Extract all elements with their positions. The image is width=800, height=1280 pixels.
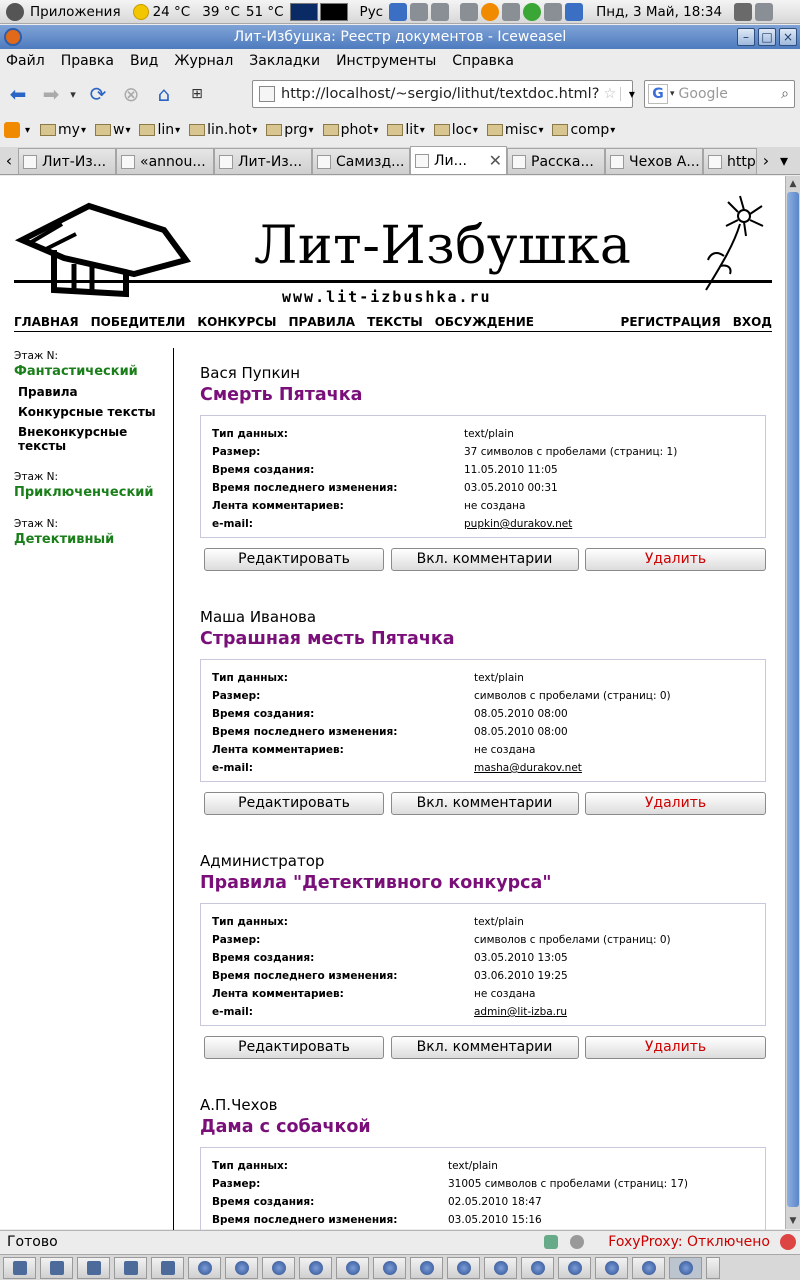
tab-title: Лит-Из... [238,153,303,170]
browser-icon [531,1261,545,1275]
tab[interactable] [214,148,312,174]
browser-icon [679,1261,693,1275]
scroll-down-icon[interactable]: ▼ [789,1216,797,1226]
weather-temp: 24 °C [152,3,191,20]
doc-title[interactable]: Правила "Детективного конкурса" [200,873,552,893]
url-input[interactable]: http://localhost/~sergio/lithut/textdoc.html? [281,86,600,102]
meta-value: не создана [464,500,526,512]
meta-key: Тип данных: [212,916,288,928]
search-bar[interactable] [644,80,795,108]
meta-value: символов с пробелами (страниц: 0) [474,934,671,946]
iceweasel-icon [4,28,22,46]
meta-key: Тип данных: [212,428,288,440]
browser-icon [642,1261,656,1275]
menu-history[interactable]: Журнал [174,53,234,69]
meta-key: Лента комментариев: [212,988,344,1000]
logo-url: www.lit-izbushka.ru [282,288,492,306]
meta-value: не создана [474,988,536,1000]
browser-icon [420,1261,434,1275]
nav-register[interactable]: РЕГИСТРАЦИЯ [620,315,721,329]
logo-title: Лит-Избушка [254,216,632,276]
taskbar-window-button[interactable] [447,1257,480,1279]
tab-title: Ли... [434,152,467,169]
tab-title: http [727,153,756,170]
tab[interactable] [703,148,757,174]
meta-row-email [212,759,754,777]
tab-title: Чехов А... [629,153,700,170]
cpu-temp: 39 °C [202,3,240,20]
meta-key: Тип данных: [212,1160,288,1172]
tab[interactable] [507,148,605,174]
enable-comments-button[interactable]: Вкл. комментарии [391,792,579,815]
meta-row-created [212,705,754,723]
meta-key: Размер: [212,934,261,946]
folder-icon [189,124,205,136]
page-favicon-icon [259,86,275,102]
meta-row-type [212,913,754,931]
folder-icon [40,124,56,136]
net-monitor-icon [320,3,348,21]
bookmark-label: prg [284,122,308,138]
menu-help[interactable]: Справка [452,53,514,69]
email-link[interactable]: admin@lit-izba.ru [474,1006,567,1018]
tab-scroll-right-icon[interactable]: › [762,151,770,170]
meta-row-modified [212,479,754,497]
chevron-down-icon[interactable]: ▾ [25,124,31,136]
doc-meta-table [200,903,766,1026]
minimize-button[interactable]: – [737,28,755,46]
meta-key: Размер: [212,446,261,458]
meta-key: Лента комментариев: [212,744,344,756]
proxy-toggle-icon[interactable]: ⊞ [191,86,203,102]
bookmark-folder-w[interactable]: w ▾ [95,122,130,138]
edit-button[interactable]: Редактировать [204,548,384,571]
folder-icon [387,124,403,136]
tab-favicon-icon [23,155,37,169]
taskbar-window-button[interactable] [151,1257,184,1279]
meta-row-created [212,949,754,967]
meta-value: 08.05.2010 08:00 [474,726,568,738]
site-navigation [14,312,772,332]
taskbar-window-button[interactable] [484,1257,517,1279]
meta-row-feed [212,985,754,1003]
engine-dropdown-icon[interactable]: ▾ [670,89,675,99]
floor-block [14,518,169,547]
meta-row-feed [212,497,754,515]
folder-icon [139,124,155,136]
taskbar-window-button[interactable] [77,1257,110,1279]
nav-divider [14,331,772,332]
bookmarks-toolbar [0,118,800,142]
meta-row-modified [212,1211,754,1229]
meta-value: 03.05.2010 15:16 [448,1214,542,1226]
nav-discussion[interactable]: ОБСУЖДЕНИЕ [434,315,534,329]
meta-key: Время создания: [212,1196,315,1208]
bookmark-label: misc [504,122,538,138]
foxyproxy-status[interactable]: FoxyProxy: Отключено [608,1233,770,1250]
bookmark-label: lin [157,122,175,138]
meta-key: Время последнего изменения: [212,970,398,982]
doc-meta-table [200,1147,766,1234]
terminal-icon [50,1261,64,1275]
meta-row-type [212,1157,754,1175]
user-icon[interactable] [755,3,773,21]
nav-rules[interactable]: ПРАВИЛА [288,315,356,329]
edit-button[interactable]: Редактировать [204,792,384,815]
doc-author: Вася Пупкин [200,364,301,382]
floor-label: Этаж N: [14,350,59,362]
close-button[interactable]: × [779,28,797,46]
taskbar-window-button-active[interactable] [669,1257,702,1279]
folder-icon [552,124,568,136]
taskbar [0,1254,800,1280]
home-icon[interactable]: ⌂ [157,82,171,106]
url-bar[interactable] [252,80,633,108]
delete-button[interactable]: Удалить [585,1036,766,1059]
back-icon[interactable]: ⬅ [9,82,27,106]
sidebar-item-rules[interactable]: Правила [18,385,78,399]
folder-icon [266,124,282,136]
weather-sun-icon [133,4,149,20]
taskbar-window-button[interactable] [595,1257,628,1279]
browser-icon [494,1261,508,1275]
meta-key: Размер: [212,690,261,702]
meta-value: 11.05.2010 11:05 [464,464,558,476]
meta-key: e-mail: [212,518,253,530]
menu-edit[interactable]: Правка [60,53,114,69]
browser-icon [605,1261,619,1275]
tab-favicon-icon [121,155,135,169]
bookmark-label: phot [340,122,373,138]
editor-icon [87,1261,101,1275]
meta-row-created [212,461,754,479]
doc-title[interactable]: Страшная месть Пятачка [200,629,455,649]
menu-bar [0,50,800,72]
tab-favicon-icon [219,155,233,169]
floor-fantasy[interactable]: Фантастический [14,364,138,379]
meta-value: 31005 символов с пробелами (страниц: 17) [448,1178,689,1190]
meta-value: не создана [474,744,536,756]
meta-row-type [212,425,754,443]
rss-feed-icon[interactable] [4,122,20,138]
meta-value: 08.05.2010 08:00 [474,708,568,720]
folder-icon [434,124,450,136]
doc-author: А.П.Чехов [200,1096,278,1114]
doc-meta-table [200,659,766,782]
logo-underline [14,280,772,283]
meta-key: Тип данных: [212,672,288,684]
browser-icon [346,1261,360,1275]
bookmark-label: lin.hot [207,122,252,138]
stop-icon[interactable]: ⊗ [122,82,140,106]
meta-value: символов с пробелами (страниц: 0) [474,690,671,702]
enable-comments-button[interactable]: Вкл. комментарии [391,1036,579,1059]
addon-status-icon[interactable] [544,1235,558,1249]
browser-icon [309,1261,323,1275]
meta-row-created [212,1193,754,1211]
tab-title: «annou... [140,153,206,170]
meta-row-email [212,1003,754,1021]
settings-icon[interactable] [431,3,449,21]
taskbar-tray-button[interactable] [706,1257,720,1279]
google-engine-icon[interactable]: G [648,84,668,104]
meta-key: e-mail: [212,762,253,774]
meta-key: Время создания: [212,952,315,964]
bookmark-folder-loc[interactable]: loc ▾ [434,122,478,138]
bookmark-star-icon[interactable]: ☆ [603,86,617,102]
doc-title[interactable]: Смерть Пятачка [200,385,363,405]
bookmark-label: comp [570,122,610,138]
doc-actions [204,548,766,571]
reload-icon[interactable]: ⟳ [89,82,107,106]
window-titlebar[interactable] [0,25,800,49]
meta-row-size [212,687,754,705]
document-entry [200,1096,766,1234]
bookmark-folder-misc[interactable]: misc ▾ [487,122,544,138]
meta-row-modified [212,967,754,985]
flower-drawing-icon [700,194,770,294]
meta-key: Время последнего изменения: [212,1214,398,1226]
floor-detective[interactable]: Детективный [14,532,115,547]
tab-favicon-icon [512,155,526,169]
meta-value: text/plain [474,672,524,684]
doc-author: Маша Иванова [200,608,317,626]
meta-row-size [212,931,754,949]
search-input[interactable]: Google [678,86,728,102]
floor-label: Этаж N: [14,471,59,483]
tray-icon-2[interactable] [502,3,520,21]
taskbar-window-button[interactable] [114,1257,147,1279]
gear-icon[interactable] [570,1235,584,1249]
nav-login[interactable]: ВХОД [732,315,772,329]
doc-title[interactable]: Дама с собачкой [200,1117,371,1137]
menu-file[interactable]: Файл [6,53,45,69]
keyboard-layout[interactable]: Рус [359,3,384,20]
taskbar-window-button[interactable] [40,1257,73,1279]
browser-icon [235,1261,249,1275]
tab-strip [0,147,800,175]
taskbar-window-button[interactable] [558,1257,591,1279]
maximize-button[interactable]: □ [758,28,776,46]
bookmark-folder-comp[interactable]: comp ▾ [552,122,615,138]
tab-title: Самизд... [336,153,405,170]
delete-button[interactable]: Удалить [585,548,766,571]
computer-icon[interactable] [565,3,583,21]
meta-value: 03.05.2010 00:31 [464,482,558,494]
gnome-foot-icon[interactable] [6,3,24,21]
nav-texts[interactable]: ТЕКСТЫ [367,315,423,329]
url-dropdown-icon[interactable]: ▾ [620,87,642,101]
document-entry [200,608,766,815]
email-link[interactable]: masha@durakov.net [474,762,582,774]
tab[interactable] [116,148,214,174]
browser-icon [198,1261,212,1275]
taskbar-window-button[interactable] [521,1257,554,1279]
delete-button[interactable]: Удалить [585,792,766,815]
meta-row-size [212,1175,754,1193]
taskbar-window-button[interactable] [188,1257,221,1279]
tab[interactable] [312,148,410,174]
bookmark-folder-lin[interactable]: lin ▾ [139,122,180,138]
nav-home[interactable]: ГЛАВНАЯ [14,315,79,329]
bookmark-folder-prg[interactable]: prg ▾ [266,122,313,138]
status-icon[interactable] [523,3,541,21]
sidebar-item-noncontest-texts[interactable]: Внеконкурсные тексты [18,425,128,453]
scroll-up-icon[interactable]: ▲ [789,179,797,189]
meta-row-feed [212,741,754,759]
floor-block [14,350,169,453]
taskbar-window-button[interactable] [632,1257,665,1279]
show-desktop-button[interactable] [3,1257,36,1279]
doc-actions [204,1036,766,1059]
bookmark-label: loc [451,122,472,138]
meta-row-email [212,515,754,533]
bookmark-folder-phot[interactable]: phot ▾ [323,122,379,138]
menu-bookmarks[interactable]: Закладки [249,53,321,69]
tab-close-icon[interactable]: ✕ [488,151,502,170]
folder-icon [95,124,111,136]
doc-actions [204,792,766,815]
applications-menu[interactable]: Приложения [30,3,121,20]
meta-value: text/plain [448,1160,498,1172]
cpu-monitor-icon [290,3,318,21]
update-icon[interactable] [481,3,499,21]
taskbar-window-button[interactable] [373,1257,406,1279]
sidebar-item-contest-texts[interactable]: Конкурсные тексты [18,405,156,419]
taskbar-window-button[interactable] [299,1257,332,1279]
floor-adventure[interactable]: Приключенческий [14,485,154,500]
meta-value: 02.05.2010 18:47 [448,1196,542,1208]
meta-row-type [212,669,754,687]
document-entry [200,852,766,1059]
folder-icon [487,124,503,136]
sidebar [14,350,169,565]
scrollbar-thumb[interactable] [787,192,799,1207]
bookmark-label: w [113,122,125,138]
folder-icon [323,124,339,136]
tab[interactable] [605,148,703,174]
meta-row-modified [212,723,754,741]
meta-key: Размер: [212,1178,261,1190]
site-logo[interactable] [14,194,772,306]
tab-title: Расска... [531,153,594,170]
tab[interactable] [18,148,116,174]
meta-key: Время создания: [212,464,315,476]
meta-value: 03.06.2010 19:25 [474,970,568,982]
bookmark-label: lit [405,122,419,138]
volume-icon[interactable] [734,3,752,21]
vertical-scrollbar[interactable] [785,176,800,1229]
taskbar-window-button[interactable] [225,1257,258,1279]
doc-meta-table [200,415,766,538]
bookmark-folder-lit[interactable]: lit ▾ [387,122,424,138]
edit-button[interactable]: Редактировать [204,1036,384,1059]
status-text: Готово [7,1233,58,1250]
hut-drawing-icon [14,194,214,294]
network-icon[interactable] [389,3,407,21]
doc-author: Администратор [200,852,325,870]
meta-value: 37 символов с пробелами (страниц: 1) [464,446,678,458]
sidebar-divider [173,348,174,1238]
tab-favicon-icon [708,155,722,169]
forward-icon[interactable]: ➡ [42,82,60,106]
tab-active[interactable] [410,146,507,174]
foxyproxy-disabled-icon[interactable] [780,1234,796,1250]
browser-icon [272,1261,286,1275]
tab-title: Лит-Из... [42,153,107,170]
email-link[interactable]: pupkin@durakov.net [464,518,573,530]
tray-icon-3[interactable] [544,3,562,21]
taskbar-window-button[interactable] [410,1257,443,1279]
tab-favicon-icon [415,154,429,168]
nav-winners[interactable]: ПОБЕДИТЕЛИ [90,315,186,329]
bookmark-folder-lin-hot[interactable]: lin.hot ▾ [189,122,257,138]
menu-view[interactable]: Вид [129,53,159,69]
tab-favicon-icon [610,155,624,169]
browser-icon [568,1261,582,1275]
meta-row-size [212,443,754,461]
floor-label: Этаж N: [14,518,59,530]
tab-scroll-left-icon[interactable]: ‹ [5,151,13,170]
meta-key: Время последнего изменения: [212,726,398,738]
display-icon[interactable] [410,3,428,21]
editor-icon [124,1261,138,1275]
document-entry [200,364,766,571]
taskbar-window-button[interactable] [336,1257,369,1279]
status-bar [0,1230,800,1252]
cpu-temp-2: 51 °C [245,3,284,20]
top-panel [0,0,800,24]
search-icon[interactable]: ⌕ [781,86,789,102]
floor-block [14,471,169,500]
meta-value: text/plain [464,428,514,440]
window-title: Лит-Избушка: Реестр документов - Iceweasel [233,29,567,45]
meta-value: 03.05.2010 13:05 [474,952,568,964]
browser-icon [457,1261,471,1275]
page-content [0,176,785,1229]
clock[interactable]: Пнд, 3 Май, 18:34 [596,3,723,20]
tray-icon[interactable] [460,3,478,21]
history-dropdown-icon[interactable]: ▾ [70,87,76,101]
tab-list-icon[interactable]: ▾ [779,151,789,170]
bookmark-folder-my[interactable]: my ▾ [40,122,86,138]
meta-value: text/plain [474,916,524,928]
bookmark-label: my [58,122,80,138]
taskbar-window-button[interactable] [262,1257,295,1279]
menu-tools[interactable]: Инструменты [336,53,437,69]
meta-key: Время создания: [212,708,315,720]
tab-favicon-icon [317,155,331,169]
meta-key: Лента комментариев: [212,500,344,512]
meta-key: Время последнего изменения: [212,482,398,494]
enable-comments-button[interactable]: Вкл. комментарии [391,548,579,571]
app-icon [161,1261,175,1275]
meta-key: e-mail: [212,1006,253,1018]
desktop-icon [13,1261,27,1275]
nav-contests[interactable]: КОНКУРСЫ [197,315,277,329]
browser-icon [383,1261,397,1275]
